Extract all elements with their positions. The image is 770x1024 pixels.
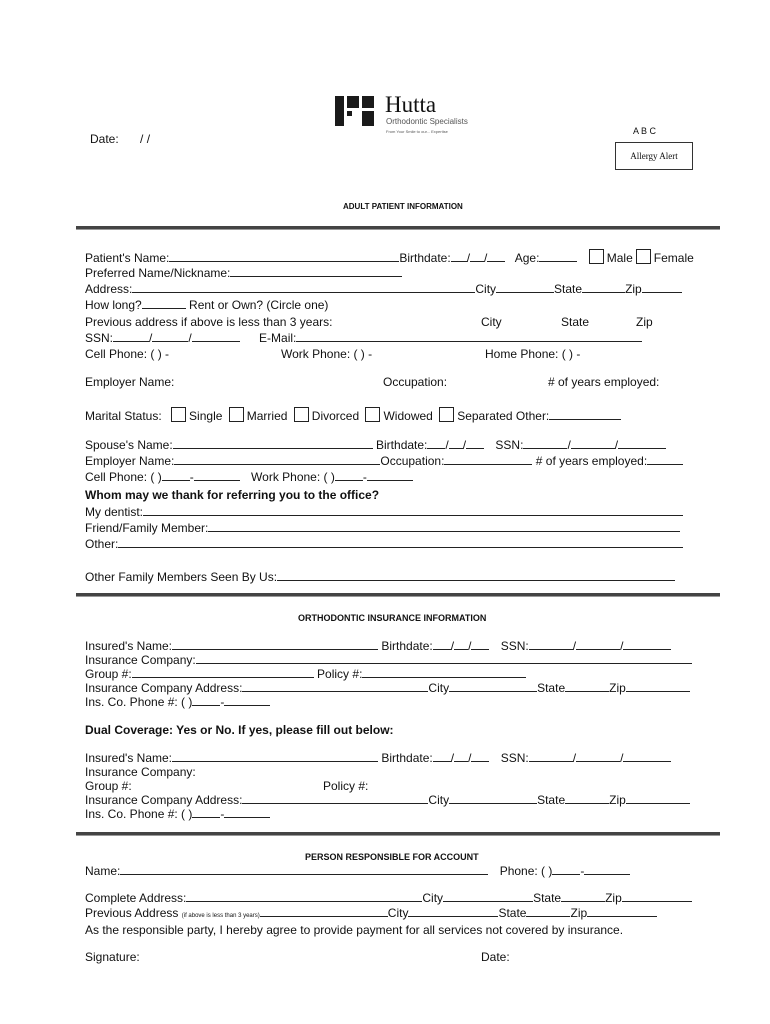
responsible-city-label: City [422, 891, 444, 905]
previous-state-label: State [498, 906, 527, 920]
employer-name-label[interactable]: Employer Name: [85, 375, 175, 389]
insurance-company-row[interactable] [85, 653, 692, 667]
rent-own-label: Rent or Own? (Circle one) [189, 298, 329, 312]
insurance-address-row-2[interactable] [85, 793, 690, 807]
prev-city-label: City [481, 315, 502, 329]
insurance-address-row[interactable] [85, 681, 690, 695]
responsible-name-row[interactable]: Name: Phone: ( ) - [85, 864, 630, 878]
female-checkbox[interactable] [636, 249, 651, 264]
email-label: E-Mail: [259, 331, 297, 345]
ssn-email-row[interactable]: SSN: / / E-Mail: [85, 331, 642, 345]
friend-family-label: Friend/Family Member: [85, 521, 209, 535]
insurance-phone-row[interactable]: Ins. Co. Phone #: ( ) - [85, 695, 270, 709]
how-long-label: How long? [85, 298, 142, 312]
male-checkbox[interactable] [589, 249, 604, 264]
insured-birthdate-label: Birthdate: [381, 639, 433, 653]
separated-label: Separated [457, 409, 513, 423]
insured-name-label-2: Insured's Name: [85, 751, 172, 765]
home-phone-label[interactable]: Home Phone: ( ) - [485, 347, 581, 361]
married-checkbox[interactable] [229, 407, 244, 422]
address-row[interactable] [85, 282, 682, 296]
how-long-row[interactable] [85, 298, 328, 312]
section-divider [76, 226, 720, 230]
marital-status-row[interactable] [85, 407, 621, 423]
previous-address-label: Previous address if above is less than 3 years: [85, 315, 333, 329]
zip-label: Zip [625, 282, 642, 296]
signature-date-label[interactable]: Date: [481, 950, 510, 964]
previous-zip-label: Zip [570, 906, 588, 920]
female-label: Female [653, 251, 694, 265]
group-label-2[interactable]: Group #: [85, 779, 132, 793]
divorced-label: Divorced [311, 409, 360, 423]
logo-subtitle: Orthodontic Specialists [386, 117, 468, 126]
address-label: Address: [85, 282, 133, 296]
widowed-checkbox[interactable] [365, 407, 380, 422]
other-family-label: Other Family Members Seen By Us: [85, 570, 278, 584]
section-title-patient: ADULT PATIENT INFORMATION [343, 202, 463, 211]
section-title-responsible: PERSON RESPONSIBLE FOR ACCOUNT [305, 852, 479, 862]
section-divider [76, 832, 720, 836]
spouse-birthdate-label: Birthdate: [376, 438, 428, 452]
preferred-name-label: Preferred Name/Nickname: [85, 266, 231, 280]
group-policy-row[interactable] [85, 667, 526, 681]
spouse-name-row[interactable]: Spouse's Name: Birthdate: / / SSN: / / [85, 438, 666, 452]
section-divider [76, 593, 720, 597]
insured-ssn-label-2: SSN: [500, 751, 529, 765]
insurance-city-label: City [428, 681, 450, 695]
spouse-years-label: # of years employed: [535, 454, 648, 468]
insurance-address-label: Insurance Company Address: [85, 681, 243, 695]
age-label: Age: [514, 251, 540, 265]
single-checkbox[interactable] [171, 407, 186, 422]
marital-other-label: Other: [515, 409, 550, 423]
insurance-state-label-2: State [537, 793, 566, 807]
birthdate-label: Birthdate: [399, 251, 451, 265]
insurance-company-label: Insurance Company: [85, 653, 196, 667]
ssn-label: SSN: [85, 331, 114, 345]
insurance-phone-row-2[interactable]: Ins. Co. Phone #: ( ) - [85, 807, 270, 821]
previous-address-label: Previous Address [85, 906, 179, 920]
spouse-employer-row[interactable] [85, 454, 683, 468]
spouse-work-label: Work Phone: ( ) [251, 470, 335, 484]
prev-zip-label: Zip [636, 315, 653, 329]
responsible-name-label: Name: [85, 864, 121, 878]
years-employed-label[interactable]: # of years employed: [548, 375, 660, 389]
dual-coverage-label: Dual Coverage: Yes or No. If yes, please fill out below: [85, 723, 394, 737]
spouse-occupation-label: Occupation: [380, 454, 445, 468]
city-label: City [475, 282, 497, 296]
male-label: Male [606, 251, 633, 265]
spouse-cell-label: Cell Phone: ( ) [85, 470, 162, 484]
logo-tagline: From Your Smile to our... Expertise [386, 129, 448, 134]
insurance-zip-label-2: Zip [609, 793, 626, 807]
signature-label[interactable]: Signature: [85, 950, 140, 964]
occupation-label[interactable]: Occupation: [383, 375, 448, 389]
policy-label: Policy #: [317, 667, 363, 681]
hutta-logo-mark [335, 96, 375, 126]
insurance-city-label-2: City [428, 793, 450, 807]
other-referral-row[interactable] [85, 537, 683, 551]
insured-name-row[interactable]: Insured's Name: Birthdate: / / SSN: / / [85, 639, 671, 653]
allergy-alert-box: Allergy Alert [615, 142, 693, 170]
marital-status-label: Marital Status: [85, 409, 162, 423]
logo-name: Hutta [385, 92, 437, 117]
previous-address-note: (if above is less than 3 years) [181, 913, 260, 919]
my-dentist-label: My dentist: [85, 505, 144, 519]
work-phone-label[interactable]: Work Phone: ( ) - [281, 347, 373, 361]
date-label: Date: [90, 132, 119, 146]
complete-address-row[interactable] [85, 891, 692, 905]
insured-name-label: Insured's Name: [85, 639, 172, 653]
spouse-ssn-label: SSN: [495, 438, 524, 452]
insurance-phone-label-2: Ins. Co. Phone #: ( ) [85, 807, 193, 821]
insurance-company-label-2[interactable]: Insurance Company: [85, 765, 196, 779]
state-label: State [554, 282, 583, 296]
responsible-state-label: State [533, 891, 562, 905]
insured-birthdate-label-2: Birthdate: [381, 751, 433, 765]
previous-address-row[interactable] [85, 906, 657, 920]
married-label: Married [246, 409, 288, 423]
friend-family-row[interactable] [85, 521, 680, 535]
responsible-zip-label: Zip [605, 891, 622, 905]
spouse-employer-label: Employer Name: [85, 454, 175, 468]
prev-state-label: State [561, 315, 590, 329]
agreement-text: As the responsible party, I hereby agree to provide payment for all services not covered by insurance. [85, 923, 624, 937]
section-title-insurance: ORTHODONTIC INSURANCE INFORMATION [298, 613, 487, 623]
widowed-label: Widowed [383, 409, 433, 423]
cell-phone-label[interactable]: Cell Phone: ( ) - [85, 347, 170, 361]
patient-name-label: Patient's Name: [85, 251, 170, 265]
policy-label-2[interactable]: Policy #: [323, 779, 369, 793]
single-label: Single [189, 409, 223, 423]
group-label: Group #: [85, 667, 132, 681]
preferred-name-row[interactable] [85, 266, 402, 280]
insured-name-row-2[interactable]: Insured's Name: Birthdate: / / SSN: / / [85, 751, 671, 765]
insurance-state-label: State [537, 681, 566, 695]
insurance-phone-label: Ins. Co. Phone #: ( ) [85, 695, 193, 709]
other-referral-label: Other: [85, 537, 119, 551]
previous-city-label: City [387, 906, 409, 920]
referral-question: Whom may we thank for referring you to the office? [85, 488, 380, 502]
spouse-name-label: Spouse's Name: [85, 438, 173, 452]
date-separators: / / [140, 132, 151, 146]
separated-checkbox[interactable] [439, 407, 454, 422]
divorced-checkbox[interactable] [294, 407, 309, 422]
responsible-phone-label: Phone: ( ) [499, 864, 553, 878]
spouse-phone-row[interactable]: Cell Phone: ( ) - Work Phone: ( ) - [85, 470, 413, 484]
date-field[interactable] [90, 132, 150, 146]
other-family-row[interactable] [85, 570, 675, 584]
my-dentist-row[interactable] [85, 505, 683, 519]
abc-label: A B C [633, 126, 657, 136]
complete-address-label: Complete Address: [85, 891, 187, 905]
insurance-zip-label: Zip [609, 681, 626, 695]
insured-ssn-label: SSN: [500, 639, 529, 653]
patient-name-row[interactable]: Patient's Name: Birthdate: / / Age: Male Female [85, 251, 694, 265]
insurance-address-label-2: Insurance Company Address: [85, 793, 243, 807]
